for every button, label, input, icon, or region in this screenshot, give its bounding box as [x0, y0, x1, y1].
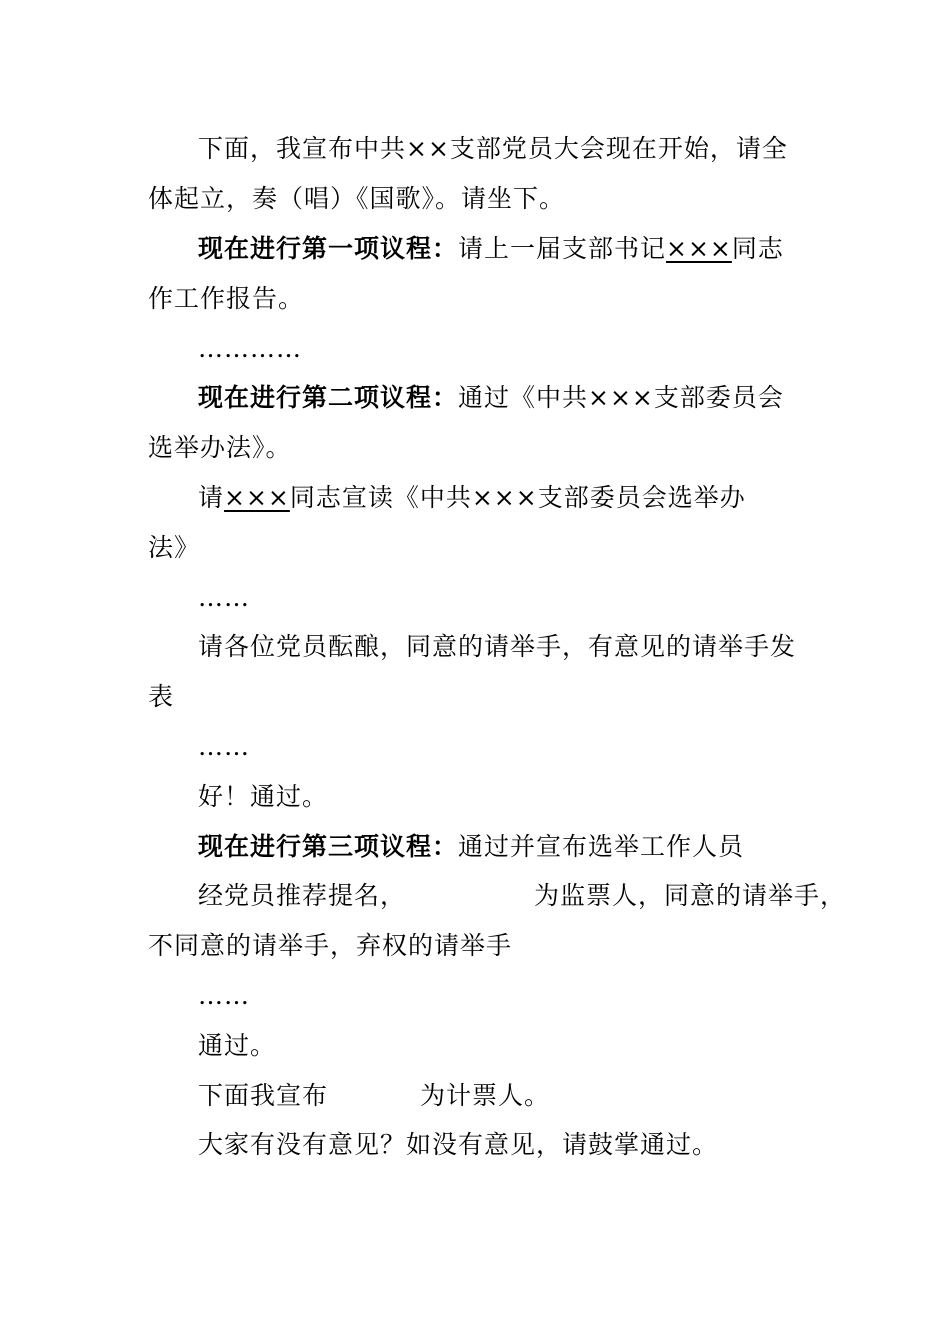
agenda-item-1-text: 请上一届支部书记	[458, 234, 667, 263]
agenda-item-1-line2: 作工作报告。	[148, 284, 305, 313]
placeholder-name-reader: ×××	[224, 483, 290, 512]
agenda-item-3-label: 现在进行第三项议程：	[198, 832, 459, 861]
scrutineer-prefix: 经党员推荐提名，	[198, 881, 407, 910]
counter-suffix: 为计票人。	[420, 1081, 551, 1110]
agenda-item-2-line2: 选举办法》。	[148, 433, 292, 462]
discussion-line2: 表	[148, 682, 175, 711]
counter-prefix: 下面我宣布	[198, 1081, 329, 1110]
closing-question: 大家有没有意见？如没有意见，请鼓掌通过。	[198, 1130, 719, 1159]
agenda-item-3-line1	[198, 830, 744, 864]
agenda-item-1-line1	[198, 232, 784, 266]
discussion-line1: 请各位党员酝酿，同意的请举手，有意见的请举手发	[198, 632, 797, 661]
agenda-item-1-label: 现在进行第一项议程：	[198, 234, 459, 263]
agenda-item-2-line1	[198, 381, 784, 415]
agenda-item-2-text: 通过《中共×××支部委员会	[458, 383, 784, 412]
paragraph-opening-line2: 体起立，奏（唱）《国歌》。请坐下。	[148, 184, 566, 213]
agenda-item-1-suffix: 同志	[731, 234, 784, 263]
read-rules-text: 同志宣读《中共×××支部委员会选举办	[289, 483, 746, 512]
paragraph-opening-line1: 下面，我宣布中共××支部党员大会现在开始，请全	[198, 134, 788, 163]
agenda-item-3-text: 通过并宣布选举工作人员	[458, 832, 745, 861]
scrutineer-line2: 不同意的请举手，弃权的请举手	[148, 931, 513, 960]
scrutineer-suffix: 为监票人，同意的请举手，	[534, 881, 847, 910]
counter-announcement	[198, 1079, 550, 1113]
ellipsis-3: ……	[198, 732, 250, 761]
agenda-item-2-label: 现在进行第二项议程：	[198, 383, 459, 412]
ellipsis-4: ……	[198, 981, 250, 1010]
ellipsis-2: ……	[198, 583, 250, 612]
read-rules-line1	[198, 481, 746, 515]
placeholder-name-secretary: ×××	[666, 234, 732, 263]
ellipsis-1: …………	[198, 334, 302, 363]
scrutineer-line1	[198, 879, 846, 913]
read-rules-line2: 法》	[148, 533, 201, 562]
approved-line-2: 通过。	[198, 1031, 277, 1060]
approved-line: 好！通过。	[198, 782, 329, 811]
read-rules-prefix: 请	[198, 483, 225, 512]
